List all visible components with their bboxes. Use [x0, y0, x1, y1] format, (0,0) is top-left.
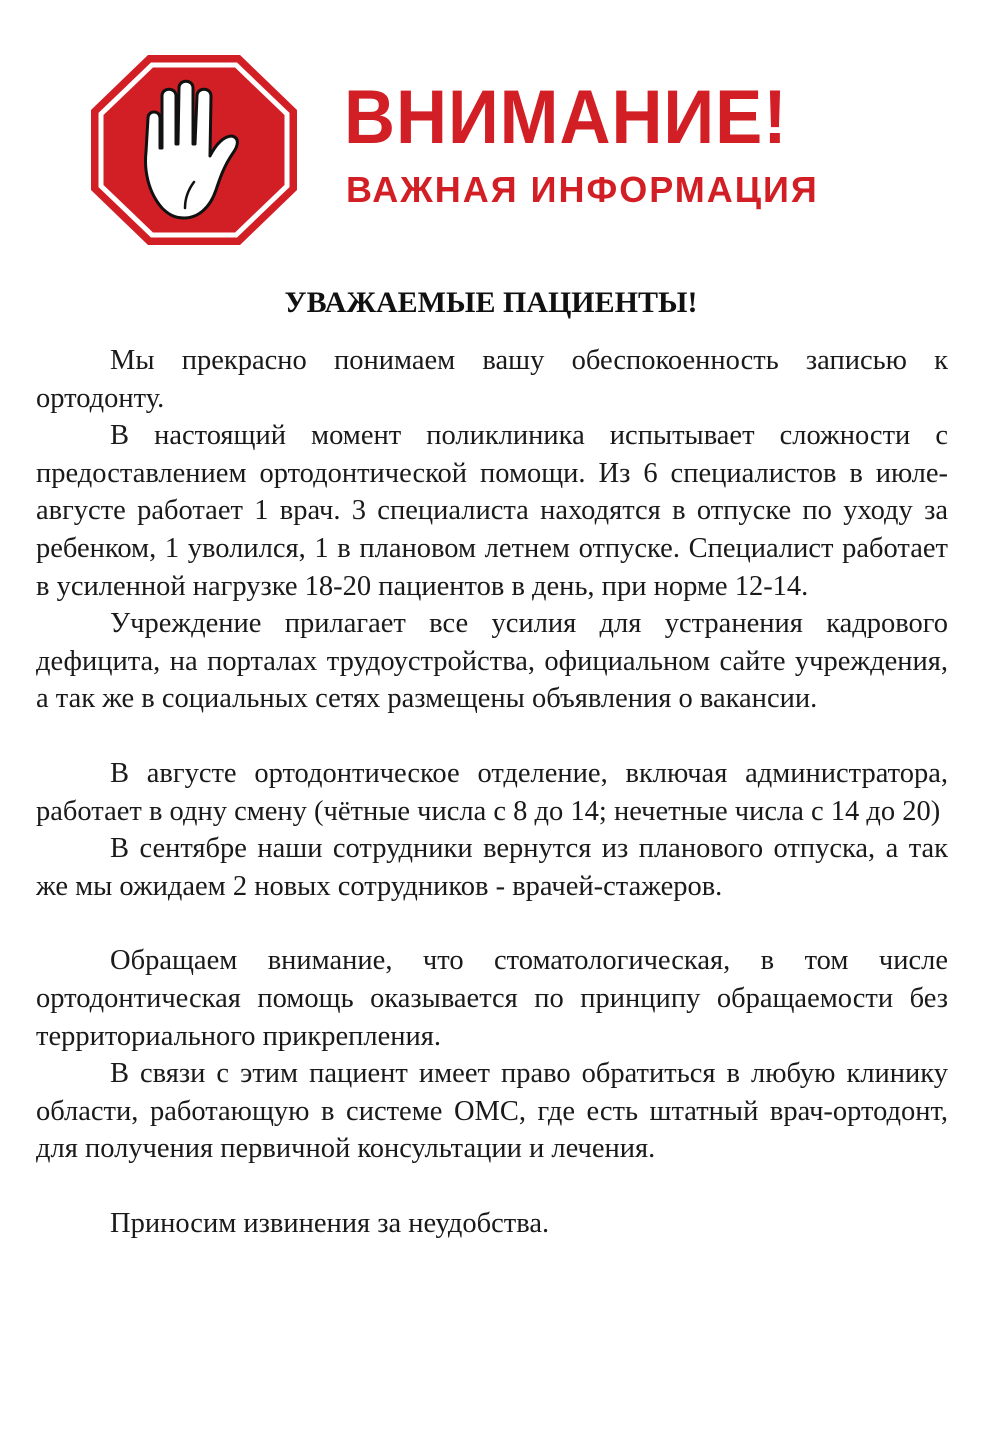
notice-closing: Приносим извинения за неудобства.	[110, 1207, 550, 1239]
notice-header	[88, 52, 918, 252]
stop-hand-icon	[88, 52, 300, 248]
attention-heading: ВНИМАНИЕ!	[344, 75, 788, 160]
notice-paragraph: В августе ортодонтическое отделение, включая администратора, работает в одну смену (чётные числа с 8 до 14; нечетные числа с 14 до 20)	[36, 757, 948, 827]
notice-paragraph: Обращаем внимание, что стоматологическая, в том числе ортодонтическая помощь оказывается по принципу обращаемости без территориального прикрепления.	[36, 945, 948, 1052]
notice-paragraph: В связи с этим пациент имеет право обратиться в любую клинику области, работающую в системе ОМС, где есть штатный врач-ортодонт, для получения первичной консультации и лечения.	[36, 1058, 948, 1165]
notice-title: УВАЖАЕМЫЕ ПАЦИЕНТЫ!	[284, 286, 698, 319]
notice-paragraph: В настоящий момент поликлиника испытывает сложности с предоставлением ортодонтической помощи. Из 6 специалистов в июле-августе работает 1 врач. 3 специалиста находятся в отпуске по уходу за ребенком, 1 уволился, 1 в плановом летнем отпуске. Специалист работает в усиленной нагрузке 18-20 пациентов в день, при норме 12-14.	[36, 420, 948, 602]
notice-paragraph: В сентябре наши сотрудники вернутся из планового отпуска, а так же мы ожидаем 2 новых сотрудников - врачей-стажеров.	[36, 833, 948, 902]
notice-body	[36, 342, 948, 1242]
notice-paragraph: Мы прекрасно понимаем вашу обеспокоенность записью к ортодонту.	[36, 345, 948, 414]
notice-paragraph: Учреждение прилагает все усилия для устранения кадрового дефицита, на порталах трудоустройства, официальном сайте учреждения, а так же в социальных сетях размещены объявления о вакансии.	[36, 608, 948, 715]
important-info-subheading: ВАЖНАЯ ИНФОРМАЦИЯ	[346, 169, 819, 210]
